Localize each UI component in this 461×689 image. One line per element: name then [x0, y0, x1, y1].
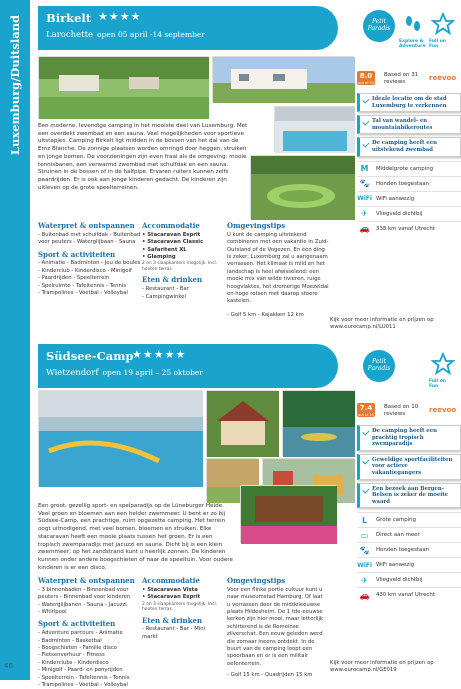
facility-airport: ✈ Vliegveld dichtbij — [357, 572, 461, 587]
facility-size: M Middelgrote camping — [357, 161, 461, 176]
pool-photo — [38, 390, 202, 486]
indoor-pool-photo — [274, 106, 354, 152]
tips-extra: - Golf 5 km - Kajakken 12 km — [227, 311, 304, 318]
info-panel — [357, 402, 461, 602]
canoe-photo — [282, 390, 354, 456]
camping-location: Larochette open 05 april -14 september — [46, 30, 205, 40]
water-sport-column — [38, 573, 148, 689]
review-score — [357, 70, 461, 90]
tips-heading: Omgevingstips — [227, 576, 286, 585]
fun-caption: Full on Fun — [429, 39, 447, 49]
facility-dogs: 🐾 Honden toegestaan — [357, 176, 461, 191]
camping-dates: open 19 april – 25 oktober — [102, 368, 203, 377]
camping-birkelt — [30, 0, 461, 335]
review-count: Based on 31 reviews — [384, 72, 419, 86]
accommodation-list: • Stacaravan Vista • Stacaravan Esprit — [142, 586, 201, 601]
fun-caption: Full on Fun — [429, 379, 447, 389]
water-list: - Buitenbad met schuifdak - Buitenbad voor peuters - Waterglijbaan - Sauna — [38, 231, 141, 246]
sport-heading: Sport & activiteiten — [38, 619, 116, 629]
accommodation-heading: Accommodatie — [142, 221, 200, 230]
paw-icon: 🐾 — [359, 545, 370, 555]
tips-column — [227, 573, 327, 680]
water-list: - 3 binnenbaden - Binnenbad voor peuters - Binnenbad voor kinderen - Waterglijbanen - Sauna - Jacuzzi - Whirlpool — [38, 586, 131, 616]
star-outline-icon — [431, 352, 455, 376]
camping-name: Südsee-Camp — [46, 349, 134, 363]
highlight: De camping heeft een uitstekend zwembad — [357, 137, 461, 156]
facility-dogs: 🐾 Honden toegestaan — [357, 542, 461, 557]
accommodation-column — [142, 218, 220, 301]
camping-banner — [38, 344, 338, 388]
highlight: Een bezoek aan Bergen-Belsen is zeker de moeite waard — [357, 483, 461, 509]
accommodation-heading: Accommodatie — [142, 576, 200, 585]
more-info-link[interactable]: Kijk voor meer informatie en prijzen op www.eurocamp.nl/GE019 — [330, 660, 434, 674]
reevoo-logo: reevoo — [429, 74, 457, 82]
house-photo — [206, 390, 278, 456]
plane-icon: ✈ — [361, 575, 368, 585]
lake-icon: ▭ — [360, 530, 369, 540]
explore-caption: Explore & Adventure — [399, 39, 426, 49]
camping-location: Wietzendorf open 19 april – 25 oktober — [46, 368, 203, 378]
mobilehome-photo — [212, 56, 354, 102]
minigolf-photo — [250, 155, 354, 219]
petit-paradis-logo: Petit Paradis — [363, 350, 395, 382]
eat-heading: Eten & drinken — [142, 615, 203, 625]
size-l-icon: L — [361, 515, 368, 525]
tips-text: U kunt de camping uitstekend combineren met een vakantie in Zuid-Outsland of de Vogezen. En één ding is zeker, Luxemburg zal u aangenaam verrassen. Het klimaat is mild en het landschap is heel afwisselend: een mooie mix van wilde rivieren, ruige hoogvlaktes, het dromerige Moezeldal en hoge rotsen met daarop stoere kastelen. — [227, 231, 329, 305]
country-label: Luxemburg/Duitsland — [8, 14, 23, 156]
sport-list: - Animatie - Badminton - Jeu de boules - Kinderclub - Kinderdisco - Minigolf - Paardrijden - Speelterrein - Spelruimte - Tafeltennis - Tennis - Trampolines - Voetbal - Volleybal — [38, 260, 141, 297]
facility-list — [357, 161, 461, 236]
info-panel — [357, 70, 461, 236]
highlight: Tal van wandel- en mountainbikeroutes — [357, 115, 461, 134]
star-outline-icon — [431, 12, 455, 36]
petit-paradis-logo: Petit Paradis — [363, 10, 395, 42]
theme-logos — [363, 350, 459, 398]
eat-list: - Restaurant - Bar - Mini markt — [142, 626, 206, 640]
camping-description: Een moderne, levendige camping in het mooiste deel van Luxemburg. Met een overdekt zwembad en een sauna. Veel mogelijkheden voor sportieve uitstapjes. Camping Birkelt ligt midden in de bossen van het dal van de Ernz Blanche. De zonnige plaatsen worden omringd door heggen, struiken en jonge bomen. De voorzieningen zijn even fraai als de omgeving: mooie tennisbanen, een verwarmd zwembad met schuifdak en een sauna. Struinen in de bossen of in de halfpipe. Ervaren ruiters kunnen zelfs paardrijden. Er is ook aan jonge kinderen gedacht. De kinderen zijn uitleven op de grote speelterreinen. — [38, 123, 248, 191]
tips-text: Voor een flinke portie cultuur kunt u naar museumstad Hamburg. Of laat u verrassen door de middeleeuwse plaats Hildesheim. De 1 tde-eeuwse kerken zijn hier mooi, maar letterlijk schitterend is de Romeinse zilverschat. Een eeuw geleden werd die zomaar ineens ontdekt. In de buurt van de camping loopt een spoorbaan en er is een militair oefenterrein. — [227, 586, 324, 667]
accommodation-list: • Stacaravan Esprit • Stacaravan Classic • Safaritent XL • Glamping — [142, 231, 204, 261]
facility-lake: ▭ Direct aan meer — [357, 527, 461, 542]
tips-column — [227, 218, 330, 319]
facility-size: L Grote camping — [357, 512, 461, 527]
highlight: Geweldige sportfaciliteiten voor actieve vakantiegangers — [357, 454, 461, 480]
paw-icon: 🐾 — [359, 179, 370, 189]
camping-description: Een groot, gezellig sport- en spelparadijs op de Lüneburger Heide. Veel groen en bloemen aan een helder zwemmeer. U bent er zo bij Südsee-Camp, een prachtige, ruim opgezette camping. Het terrein oogt uitnodigend, met veel bomen, bloemen en struiken. Elke stacaravan heeft een mooie plaats tussen het groen. Er is een tropisch zwemparadijs met jacuzzi en sauna. Dicht bij is een klein zwemmeer; op het zandstrand kunt u heerlijk zonnen. De kinderen kunnen onder andere boogschieten of naar de speeltuin. Voor oudere kinderen is er een disco. — [38, 503, 233, 571]
car-icon: 🚗 — [359, 590, 370, 600]
tips-heading: Omgevingstips — [227, 221, 286, 230]
page-number: 46 — [4, 662, 13, 670]
sport-list: - Adventure parcours - Animatie - Badminton - Basketbal - Boogschieten - Familie disco - Fietsenverhuur - Fitness - Kinderclubs - Kinderdisco - Minigolf - Paard- en ponyrijden - Speelterrein - Tafeltennis - Tennis - Trampolines - Voetbal - Volleybal — [38, 630, 130, 689]
facility-list — [357, 512, 461, 602]
score-badge: 7.4 out of 10 — [358, 404, 374, 417]
score-badge: 8.0 out of 10 — [358, 72, 374, 85]
star-rating: ★★★★★ — [132, 348, 187, 361]
accommodation-note: 2 en 3 slaapkamers mogelijk. Incl. houten terras. — [142, 261, 218, 272]
theme-logos — [363, 10, 459, 58]
camping-sudsee — [30, 340, 461, 689]
accommodation-column — [142, 573, 222, 641]
review-count: Based on 10 reviews — [384, 404, 419, 418]
water-heading: Waterpret & ontspannen — [38, 221, 135, 230]
highlight: Ideale locatie om de stad Luxemburg te verkennen — [357, 93, 461, 112]
wifi-icon: WiFi — [357, 561, 372, 569]
plane-icon: ✈ — [361, 209, 368, 219]
tips-extra: - Golf 15 km - Quadrijden 15 km — [227, 672, 313, 679]
water-sport-column — [38, 218, 146, 297]
highlight: De camping heeft een prachtig tropisch zwemparadijs — [357, 425, 461, 451]
more-info-link[interactable]: Kijk voor meer informatie en prijzen op www.eurocamp.nl/LU011 — [330, 317, 434, 331]
eat-list: - Restaurant - Bar - Campingwinkel — [142, 286, 189, 300]
country-sidebar — [0, 0, 30, 680]
reevoo-logo: reevoo — [429, 406, 457, 414]
facility-wifi: WiFi WiFi aanwezig — [357, 557, 461, 572]
pitch-photo — [38, 56, 208, 118]
camping-banner — [38, 6, 338, 50]
facility-distance: 🚗 430 km vanaf Utrecht — [357, 587, 461, 602]
size-m-icon: M — [360, 164, 369, 174]
facility-distance: 🚗 338 km vanaf Utrecht — [357, 221, 461, 236]
star-rating: ★★★★ — [98, 10, 142, 23]
facility-wifi: WiFi WiFi aanwezig — [357, 191, 461, 206]
water-heading: Waterpret & ontspannen — [38, 576, 135, 585]
camping-name: Birkelt — [46, 11, 92, 25]
facility-airport: ✈ Vliegveld dichtbij — [357, 206, 461, 221]
car-icon: 🚗 — [359, 224, 370, 234]
accommodation-note: 2 en 3 slaapkamers mogelijk. Incl. houten terras. — [142, 601, 218, 613]
sign-photo — [240, 485, 336, 543]
camping-dates: open 05 april -14 september — [97, 30, 205, 39]
eat-heading: Eten & drinken — [142, 275, 203, 285]
sport-heading: Sport & activiteiten — [38, 249, 116, 259]
footprints-icon — [403, 14, 423, 34]
wifi-icon: WiFi — [357, 195, 372, 203]
review-score — [357, 402, 461, 422]
